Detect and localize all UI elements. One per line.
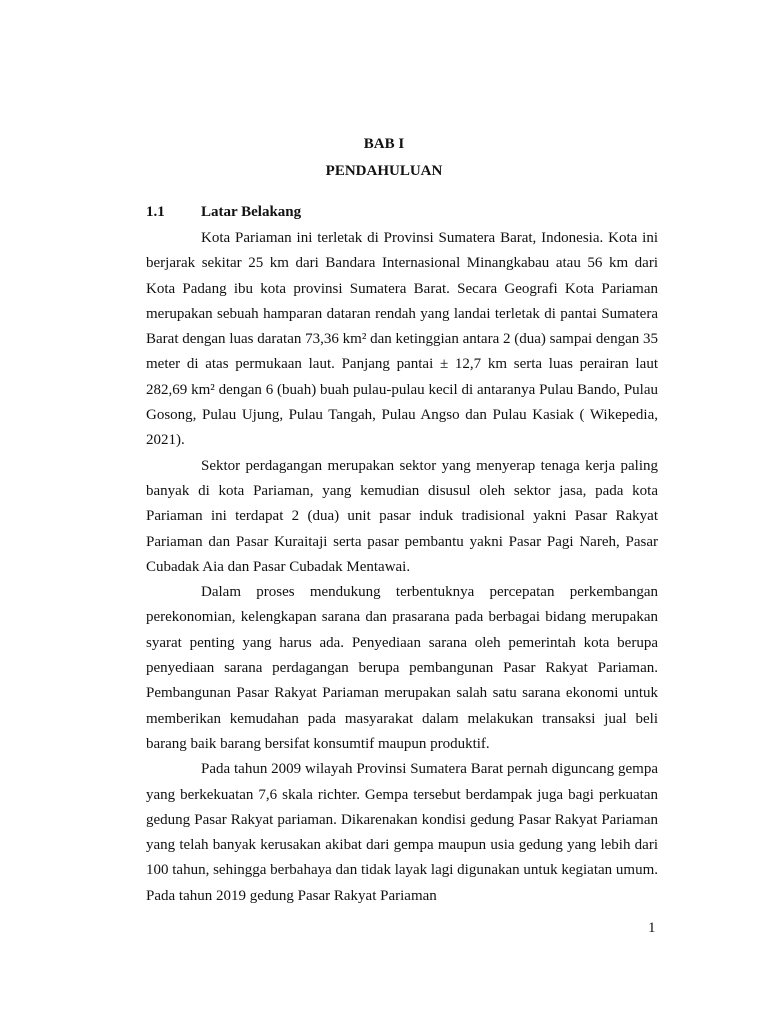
section-heading — [146, 204, 301, 221]
paragraph: Dalam proses mendukung terbentuknya percepatan perkembangan perekonomian, kelengkapan sarana dan prasarana pada berbagai bidang merupakan syarat penting yang harus ada. Penyediaan sarana oleh pemerintah kota berupa penyediaan sarana perdagangan berupa pembangunan Pasar Rakyat Pariaman. Pembangunan Pasar Rakyat Pariaman merupakan salah satu sarana ekonomi untuk memberikan kemudahan pada masyarakat dalam melakukan transaksi jual beli barang baik barang bersifat konsumtif maupun produktif. — [146, 584, 658, 752]
paragraph: Sektor perdagangan merupakan sektor yang menyerap tenaga kerja paling banyak di kota Pariaman, yang kemudian disusul oleh sektor jasa, pada kota Pariaman ini terdapat 2 (dua) unit pasar induk tradisional yakni Pasar Rakyat Pariaman dan Pasar Kuraitaji serta pasar pembantu yakni Pasar Pagi Nareh, Pasar Cubadak Aia dan Pasar Cubadak Mentawai. — [146, 457, 658, 575]
section-title: Latar Belakang — [201, 204, 302, 220]
paragraph: Pada tahun 2009 wilayah Provinsi Sumatera Barat pernah diguncang gempa yang berkekuatan 7,6 skala richter. Gempa tersebut berdampak juga bagi perkuatan gedung Pasar Rakyat pariaman. Dikarenakan kondisi gedung Pasar Rakyat Pariaman yang telah banyak kerusakan akibat dari gempa maupun usia gedung yang lebih dari 100 tahun, sehingga berbahaya dan tidak layak lagi digunakan untuk kegiatan umum. Pada tahun 2019 gedung Pasar Rakyat Pariaman — [146, 761, 658, 904]
section-number: 1.1 — [146, 204, 165, 220]
chapter-title: PENDAHULUAN — [325, 163, 443, 179]
page-number: 1 — [648, 920, 656, 936]
chapter-number: BAB I — [363, 136, 405, 152]
body-text — [146, 226, 658, 909]
paragraph: Kota Pariaman ini terletak di Provinsi Sumatera Barat, Indonesia. Kota ini berjarak sekitar 25 km dari Bandara Internasional Minangkabau atau 56 km dari Kota Padang ibu kota provinsi Sumatera Barat. Secara Geografi Kota Pariaman merupakan sebuah hamparan dataran rendah yang landai terletak di pantai Sumatera Barat dengan luas daratan 73,36 km² dan ketinggian antara 2 (dua) sampai dengan 35 meter di atas permukaan laut. Panjang pantai ± 12,7 km serta luas perairan laut 282,69 km² dengan 6 (buah) buah pulau-pulau kecil di antaranya Pulau Bando, Pulau Gosong, Pulau Ujung, Pulau Tangah, Pulau Angso dan Pulau Kasiak ( Wikepedia, 2021). — [146, 230, 658, 449]
